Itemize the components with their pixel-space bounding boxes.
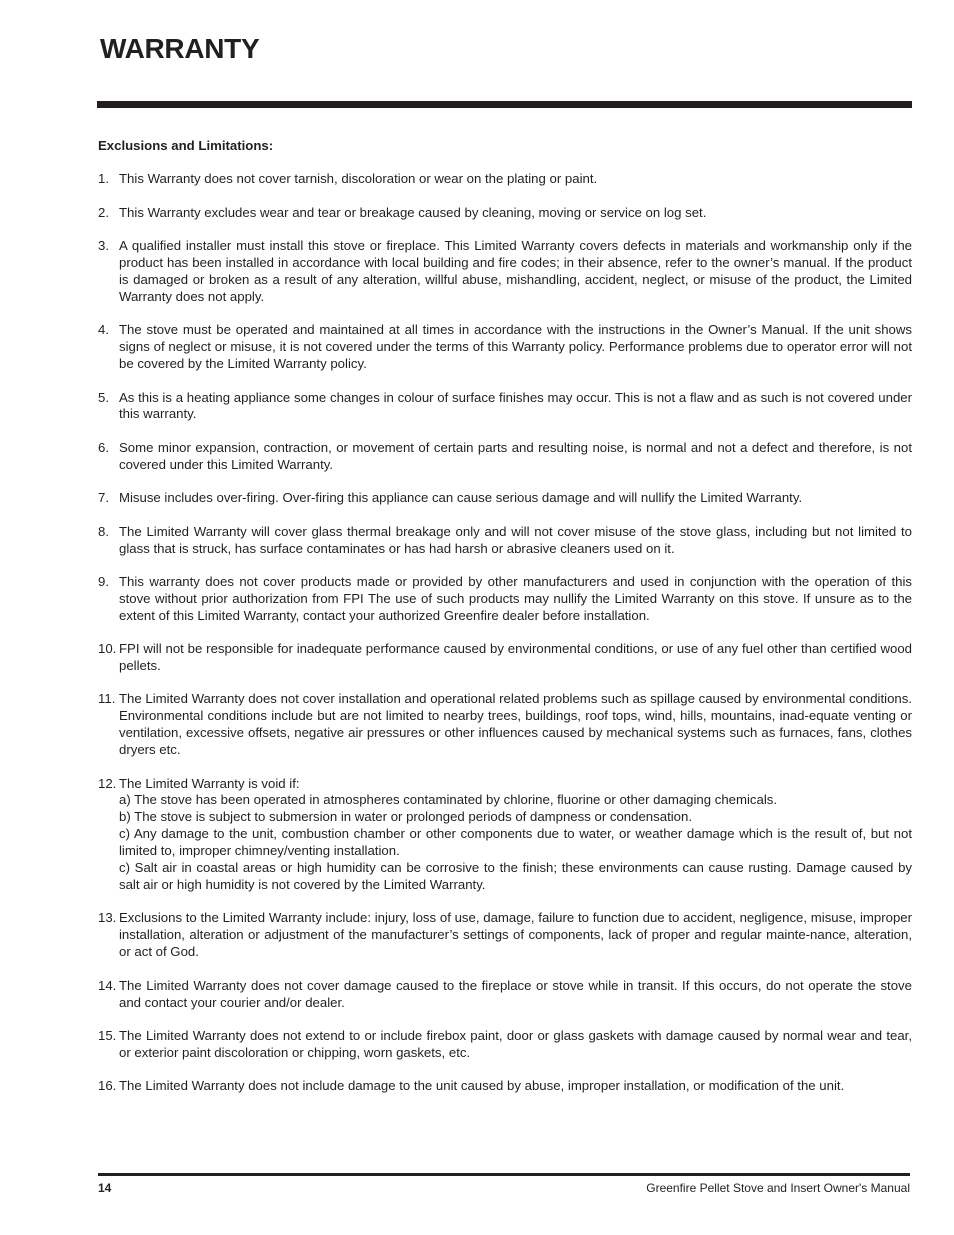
list-item: [98, 1078, 912, 1095]
item-text: Exclusions to the Limited Warranty include: injury, loss of use, damage, failure to function due to accident, negligence, misuse, improper installation, alteration or adjustment of the manufacturer’s settings of components, lack of proper and regular mainte-nance, alteration, or act of God.: [119, 910, 912, 960]
list-item: [98, 978, 912, 1012]
section-subtitle: Exclusions and Limitations:: [98, 138, 274, 153]
list-item: [98, 776, 912, 894]
item-text: Misuse includes over-firing. Over-firing this appliance can cause serious damage and will nullify the Limited Warranty.: [119, 490, 803, 506]
list-item: [98, 205, 912, 222]
footer-divider: [98, 1173, 910, 1176]
item-text: The stove must be operated and maintained at all times in accordance with the instructions in the Owner’s Manual. If the unit shows signs of neglect or misuse, it is not covered under the terms of this Warranty policy. Performance problems due to operator error will not be covered by the Limited Warranty policy.: [119, 322, 912, 372]
header-divider: [97, 101, 912, 108]
item-text: The Limited Warranty does not cover installation and operational related problems such as spillage caused by environmental conditions. Environmental conditions include but are not limited to nearby trees, buildings, roof tops, wind, hills, mountains, inad-equate venting or ventilation, excessive offsets, negative air pressures or other influences caused by mechanical systems such as furnaces, fans, clothes dryers etc.: [119, 691, 912, 758]
item-text: The Limited Warranty does not cover damage caused to the fireplace or stove while in transit. If this occurs, do not operate the stove and contact your courier and/or dealer.: [119, 977, 912, 1010]
item-number: 14.: [98, 977, 117, 993]
item-number: 12.: [98, 775, 117, 791]
item-number: 16.: [98, 1078, 117, 1094]
list-item: [98, 1028, 912, 1062]
list-item: [98, 910, 912, 961]
item-text: The Limited Warranty is void if:: [119, 775, 300, 791]
page-title: WARRANTY: [100, 33, 260, 64]
list-item: [98, 574, 912, 625]
item-text: This warranty does not cover products made or provided by other manufacturers and used in conjunction with the operation of this stove without prior authorization from FPI The use of such products may nullify the Limited Warranty on this stove. If unsure as to the extent of this Limited Warranty, contact your authorized Greenfire dealer before installation.: [119, 573, 912, 623]
sub-item: c) Any damage to the unit, combustion chamber or other components due to water, or weather damage which is the result of, but not limited to, improper chimney/venting installation.: [119, 826, 912, 859]
item-number: 9.: [98, 573, 109, 589]
item-number: 10.: [98, 641, 117, 657]
list-item: [98, 390, 912, 424]
item-number: 8.: [98, 523, 109, 539]
item-number: 11.: [98, 691, 116, 707]
item-number: 7.: [98, 490, 109, 506]
list-item: [98, 322, 912, 373]
item-number: 3.: [98, 238, 109, 254]
item-text: The Limited Warranty does not include damage to the unit caused by abuse, improper installation, or modification of the unit.: [119, 1078, 845, 1094]
item-text: The Limited Warranty does not extend to or include firebox paint, door or glass gaskets with damage caused by normal wear and tear, or exterior paint discoloration or chipping, worn gaskets, etc.: [119, 1027, 912, 1060]
item-number: 15.: [98, 1027, 117, 1043]
item-text: As this is a heating appliance some changes in colour of surface finishes may occur. This is not a flaw and as such is not covered under this warranty.: [119, 389, 912, 422]
sub-item: c) Salt air in coastal areas or high humidity can be corrosive to the finish; these environments can cause rusting. Damage caused by salt air or high humidity is not covered by the Limited Warranty.: [119, 860, 912, 892]
item-text: FPI will not be responsible for inadequate performance caused by environmental conditions, or use of any fuel other than certified wood pellets.: [119, 641, 912, 674]
list-item: [98, 490, 912, 507]
list-item: [98, 440, 912, 474]
item-number: 2.: [98, 204, 109, 220]
list-item: [98, 238, 912, 306]
item-text: The Limited Warranty will cover glass thermal breakage only and will not cover misuse of the stove glass, including but not limited to glass that is struck, has surface contaminates or has had harsh or abrasive cleaners used on it.: [119, 523, 912, 556]
warranty-content: [98, 138, 912, 1112]
item-text: A qualified installer must install this stove or fireplace. This Limited Warranty covers defects in materials and workmanship only if the product has been installed in accordance with local building and fire codes; in their absence, refer to the owner’s manual. If the product is damaged or broken as a result of any alteration, willful abuse, mishandling, accident, neglect, or misuse of the product, the Limited Warranty does not apply.: [119, 238, 912, 304]
item-number: 13.: [98, 910, 117, 926]
sub-item: a) The stove has been operated in atmospheres contaminated by chlorine, fluorine or other damaging chemicals.: [119, 792, 778, 808]
item-text: This Warranty does not cover tarnish, discoloration or wear on the plating or paint.: [119, 171, 598, 187]
sub-item: b) The stove is subject to submersion in water or prolonged periods of dampness or condensation.: [119, 809, 692, 825]
list-item: [98, 524, 912, 558]
item-text: This Warranty excludes wear and tear or breakage caused by cleaning, moving or service on log set.: [119, 204, 707, 220]
item-text: Some minor expansion, contraction, or movement of certain parts and resulting noise, is normal and not a defect and therefore, is not covered under this Limited Warranty.: [119, 439, 912, 472]
page-number: 14: [98, 1181, 112, 1195]
item-number: 5.: [98, 389, 109, 405]
item-number: 6.: [98, 439, 109, 455]
list-item: [98, 641, 912, 675]
list-item: [98, 691, 912, 759]
manual-title: Greenfire Pellet Stove and Insert Owner's Manual: [646, 1181, 910, 1195]
item-number: 4.: [98, 322, 109, 338]
item-number: 1.: [98, 171, 109, 187]
list-item: [98, 171, 912, 188]
